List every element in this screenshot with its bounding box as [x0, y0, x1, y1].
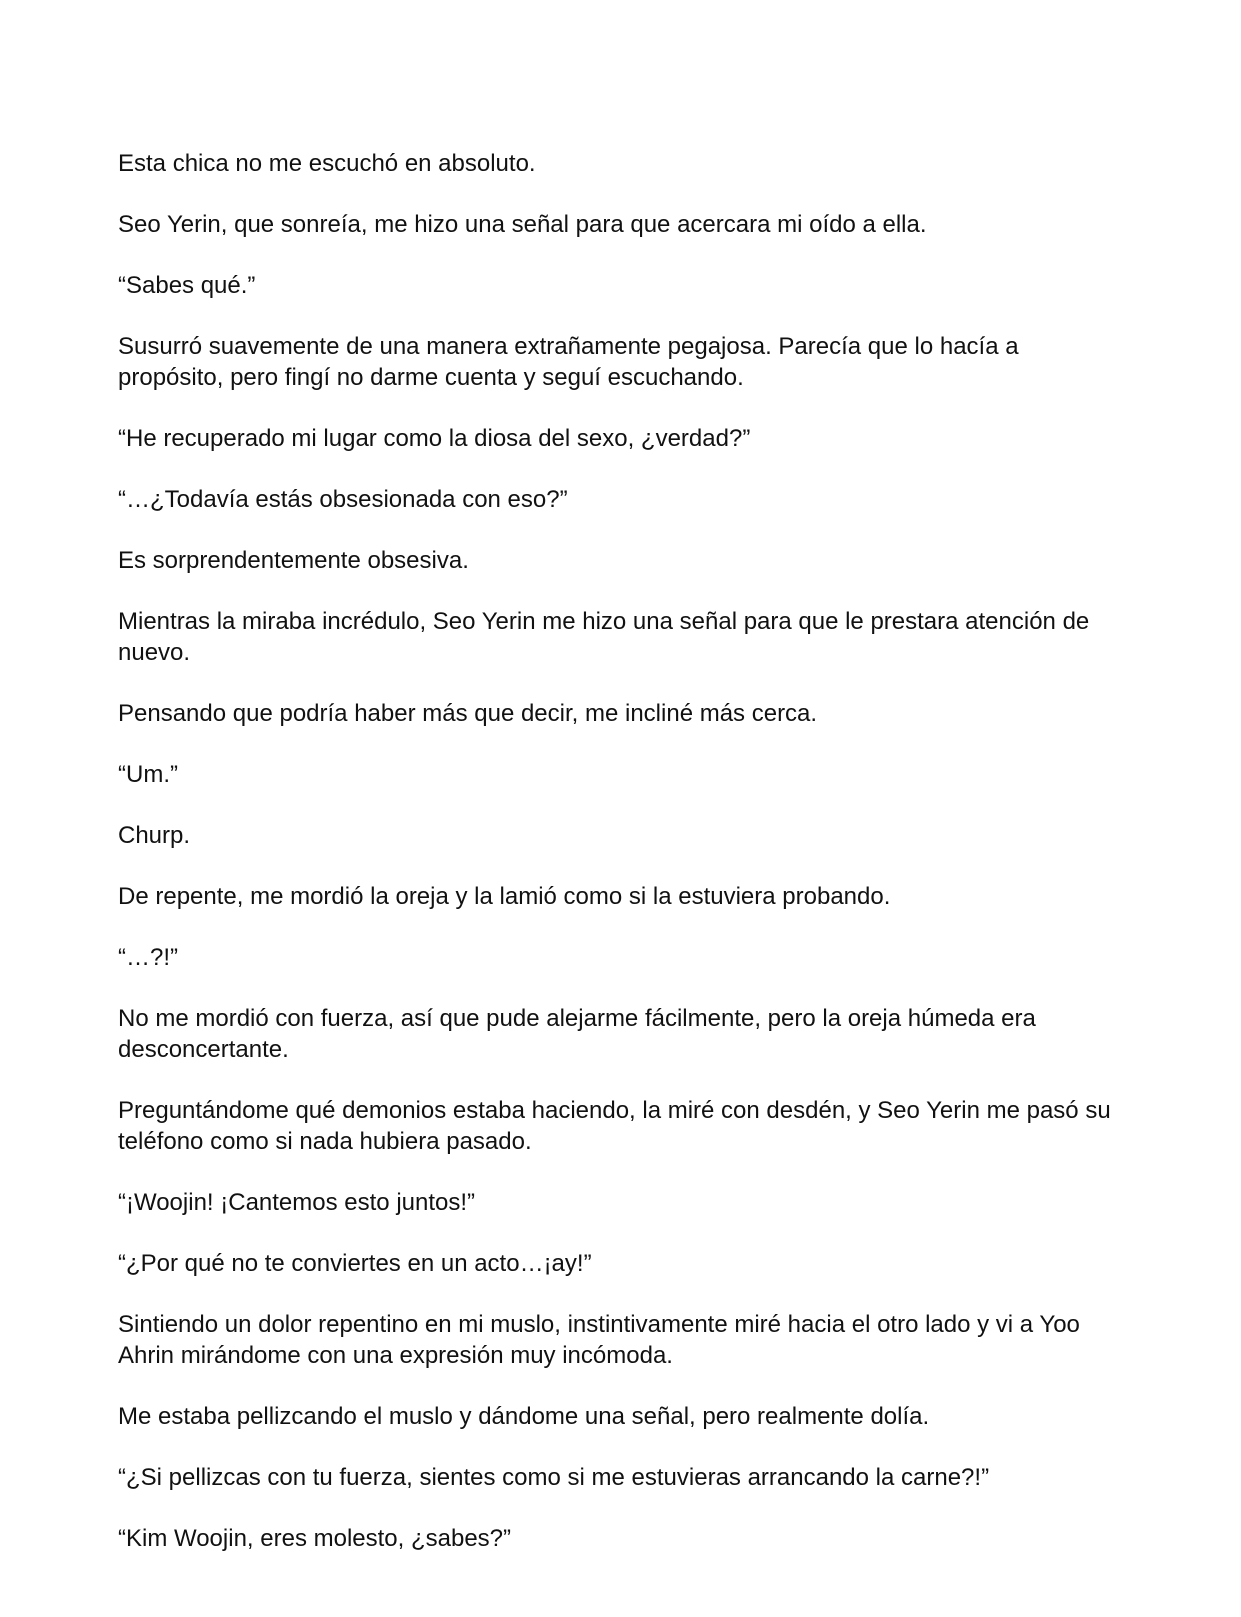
paragraph: Seo Yerin, que sonreía, me hizo una señal para que acercara mi oído a ella.: [118, 211, 927, 238]
paragraph: “…¿Todavía estás obsesionada con eso?”: [118, 486, 568, 513]
paragraph: Preguntándome qué demonios estaba haciendo, la miré con desdén, y Seo Yerin me pasó su teléfono como si nada hubiera pasado.: [118, 1097, 1111, 1155]
paragraph: Esta chica no me escuchó en absoluto.: [118, 150, 536, 177]
paragraph: “Sabes qué.”: [118, 272, 256, 299]
paragraph: “¿Por qué no te conviertes en un acto…¡ay!”: [118, 1250, 592, 1277]
paragraph: “…?!”: [118, 944, 178, 971]
paragraph: “¿Si pellizcas con tu fuerza, sientes como si me estuvieras arrancando la carne?!”: [118, 1464, 990, 1491]
paragraph: Mientras la miraba incrédulo, Seo Yerin me hizo una señal para que le prestara atención de nuevo.: [118, 608, 1090, 666]
paragraph: “Kim Woojin, eres molesto, ¿sabes?”: [118, 1525, 512, 1552]
paragraph: De repente, me mordió la oreja y la lamió como si la estuviera probando.: [118, 883, 891, 910]
paragraph: “He recuperado mi lugar como la diosa del sexo, ¿verdad?”: [118, 425, 751, 452]
paragraph: Pensando que podría haber más que decir, me incliné más cerca.: [118, 700, 818, 727]
paragraph: Sintiendo un dolor repentino en mi muslo, instintivamente miré hacia el otro lado y vi a Yoo Ahrin mirándome con una expresión muy incómoda.: [118, 1311, 1080, 1369]
paragraph: No me mordió con fuerza, así que pude alejarme fácilmente, pero la oreja húmeda era desconcertante.: [118, 1005, 1036, 1063]
paragraph: Churp.: [118, 822, 191, 849]
paragraph: Es sorprendentemente obsesiva.: [118, 547, 469, 574]
paragraph: “¡Woojin! ¡Cantemos esto juntos!”: [118, 1189, 476, 1216]
paragraph: Susurró suavemente de una manera extrañamente pegajosa. Parecía que lo hacía a propósito, pero fingí no darme cuenta y seguí escuchando.: [118, 333, 1019, 391]
document-body: [118, 148, 1128, 1584]
paragraph: “Um.”: [118, 761, 178, 788]
paragraph: Me estaba pellizcando el muslo y dándome una señal, pero realmente dolía.: [118, 1403, 930, 1430]
